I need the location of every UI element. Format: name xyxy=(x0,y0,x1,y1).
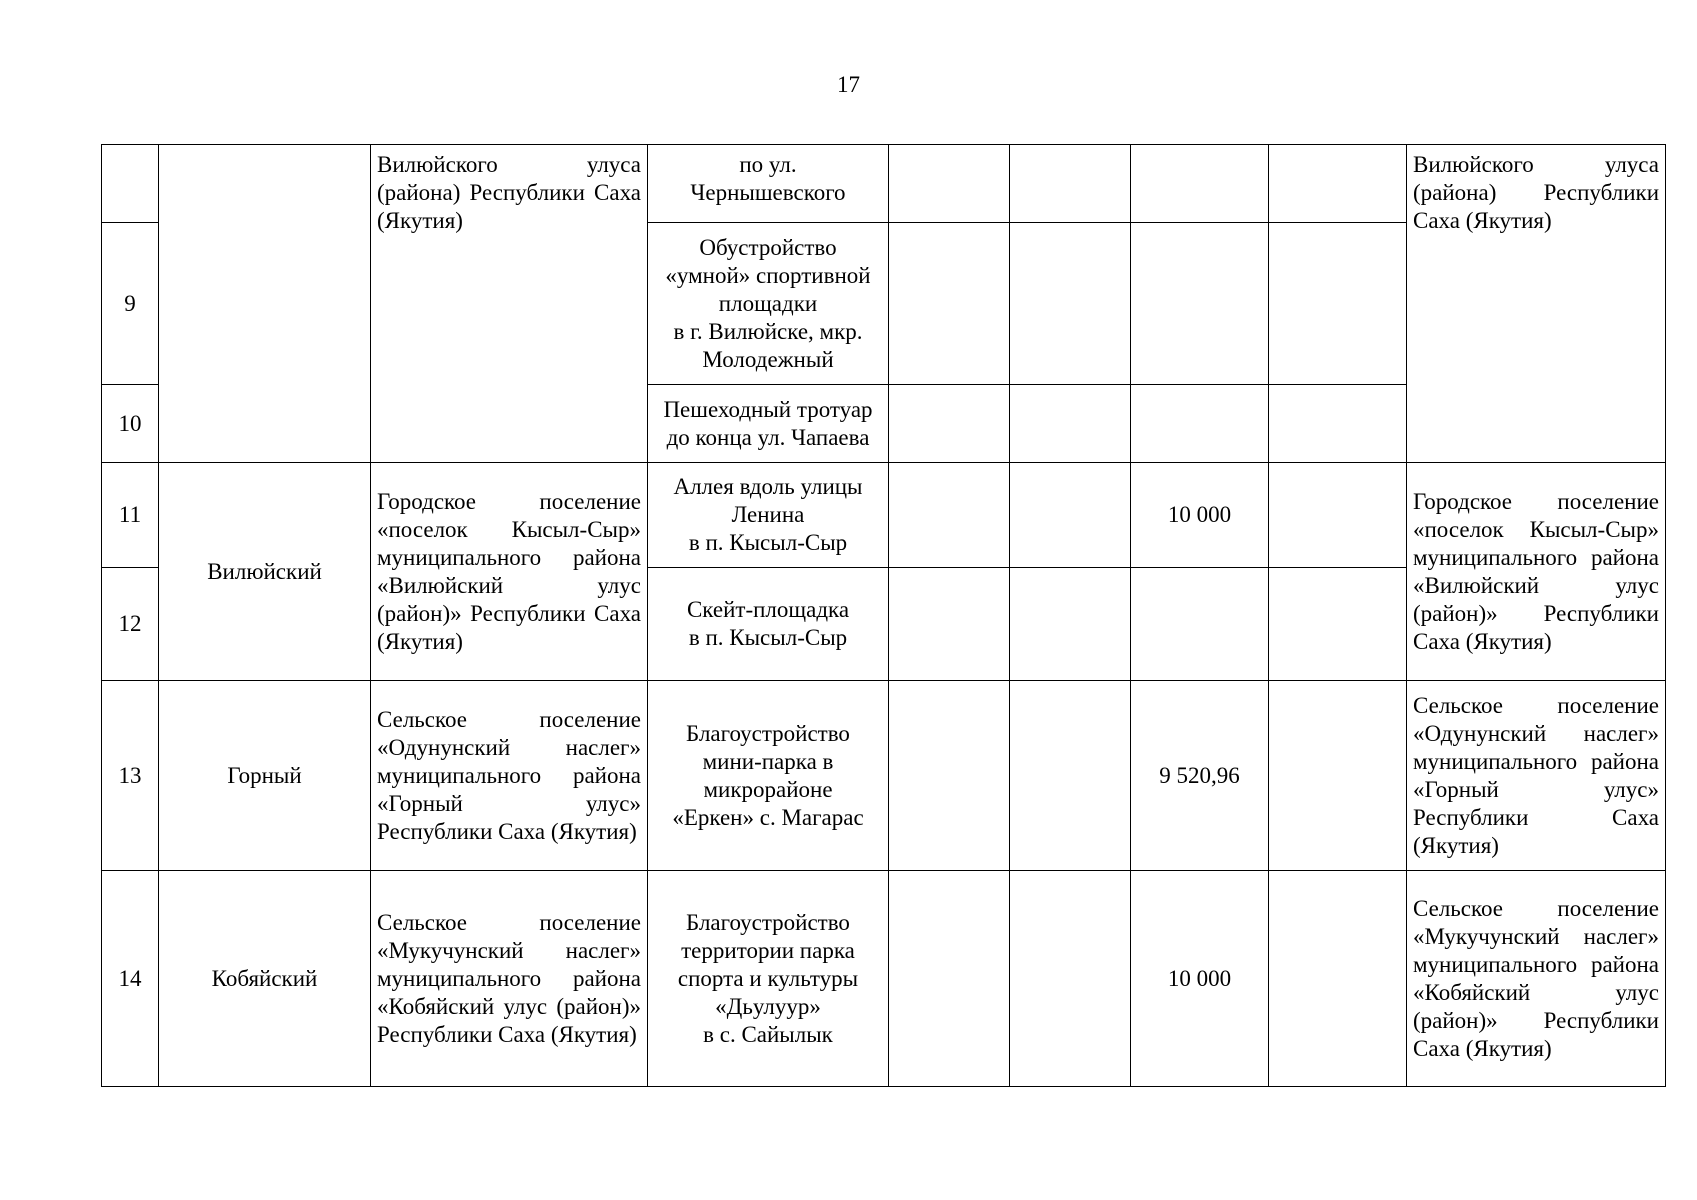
object-cell: Скейт-площадка в п. Кысыл-Сыр xyxy=(648,568,889,681)
amount-cell: 10 000 xyxy=(1131,871,1269,1087)
row-number-cell: 9 xyxy=(102,223,159,385)
object-cell: по ул. Чернышевского xyxy=(648,145,889,223)
row-number-cell: 12 xyxy=(102,568,159,681)
amount-cell xyxy=(1131,385,1269,463)
empty-cell xyxy=(889,681,1010,871)
empty-cell xyxy=(1010,871,1131,1087)
empty-cell xyxy=(1010,681,1131,871)
empty-cell xyxy=(889,568,1010,681)
recipient-cell: Сельское поселение «Мукучунский наслег» муниципального района «Кобяйский улус (район)» Республики Саха (Якутия) xyxy=(1407,871,1666,1087)
empty-cell xyxy=(1010,463,1131,568)
empty-cell xyxy=(1010,145,1131,223)
row-number-cell: 14 xyxy=(102,871,159,1087)
empty-cell xyxy=(1269,871,1407,1087)
object-cell: Пешеходный тротуар до конца ул. Чапаева xyxy=(648,385,889,463)
table-row xyxy=(102,871,1666,1087)
object-cell: Благоустройство мини-парка в микрорайоне «Еркен» с. Магарас xyxy=(648,681,889,871)
object-cell: Аллея вдоль улицы Ленина в п. Кысыл-Сыр xyxy=(648,463,889,568)
row-number-cell: 11 xyxy=(102,463,159,568)
empty-cell xyxy=(1010,385,1131,463)
empty-cell xyxy=(1010,223,1131,385)
district-cell: Кобяйский xyxy=(159,871,371,1087)
amount-cell xyxy=(1131,145,1269,223)
municipality-cell: Городское поселение «поселок Кысыл-Сыр» муниципального района «Вилюйский улус (район)» Республики Саха (Якутия) xyxy=(371,463,648,681)
row-number-cell: 10 xyxy=(102,385,159,463)
page-number: 17 xyxy=(837,72,860,97)
table-row xyxy=(102,463,1666,568)
program-table xyxy=(101,144,1666,1087)
amount-cell: 9 520,96 xyxy=(1131,681,1269,871)
empty-cell xyxy=(1010,568,1131,681)
empty-cell xyxy=(1269,385,1407,463)
district-cell: Горный xyxy=(159,681,371,871)
amount-cell xyxy=(1131,223,1269,385)
recipient-cell: Городское поселение «поселок Кысыл-Сыр» муниципального района «Вилюйский улус (район)» Республики Саха (Якутия) xyxy=(1407,463,1666,681)
empty-cell xyxy=(889,385,1010,463)
empty-cell xyxy=(1269,568,1407,681)
municipality-cell: Вилюйского улуса (района) Республики Саха (Якутия) xyxy=(371,145,648,463)
object-cell: Благоустройство территории парка спорта и культуры «Дьулуур» в с. Сайылык xyxy=(648,871,889,1087)
empty-cell xyxy=(1269,145,1407,223)
row-number-cell xyxy=(102,145,159,223)
row-number-cell: 13 xyxy=(102,681,159,871)
table-row xyxy=(102,145,1666,223)
amount-cell xyxy=(1131,568,1269,681)
municipality-cell: Сельское поселение «Мукучунский наслег» муниципального района «Кобяйский улус (район)» Республики Саха (Якутия) xyxy=(371,871,648,1087)
object-cell: Обустройство «умной» спортивной площадки в г. Вилюйске, мкр. Молодежный xyxy=(648,223,889,385)
table-row xyxy=(102,681,1666,871)
empty-cell xyxy=(889,463,1010,568)
empty-cell xyxy=(1269,223,1407,385)
district-cell: Вилюйский xyxy=(159,463,371,681)
amount-cell: 10 000 xyxy=(1131,463,1269,568)
recipient-cell: Сельское поселение «Одунунский наслег» муниципального района «Горный улус» Республики Саха (Якутия) xyxy=(1407,681,1666,871)
district-cell xyxy=(159,145,371,463)
empty-cell xyxy=(889,145,1010,223)
empty-cell xyxy=(889,871,1010,1087)
empty-cell xyxy=(1269,463,1407,568)
municipality-cell: Сельское поселение «Одунунский наслег» муниципального района «Горный улус» Республики Саха (Якутия) xyxy=(371,681,648,871)
empty-cell xyxy=(1269,681,1407,871)
recipient-cell: Вилюйского улуса (района) Республики Саха (Якутия) xyxy=(1407,145,1666,463)
empty-cell xyxy=(889,223,1010,385)
